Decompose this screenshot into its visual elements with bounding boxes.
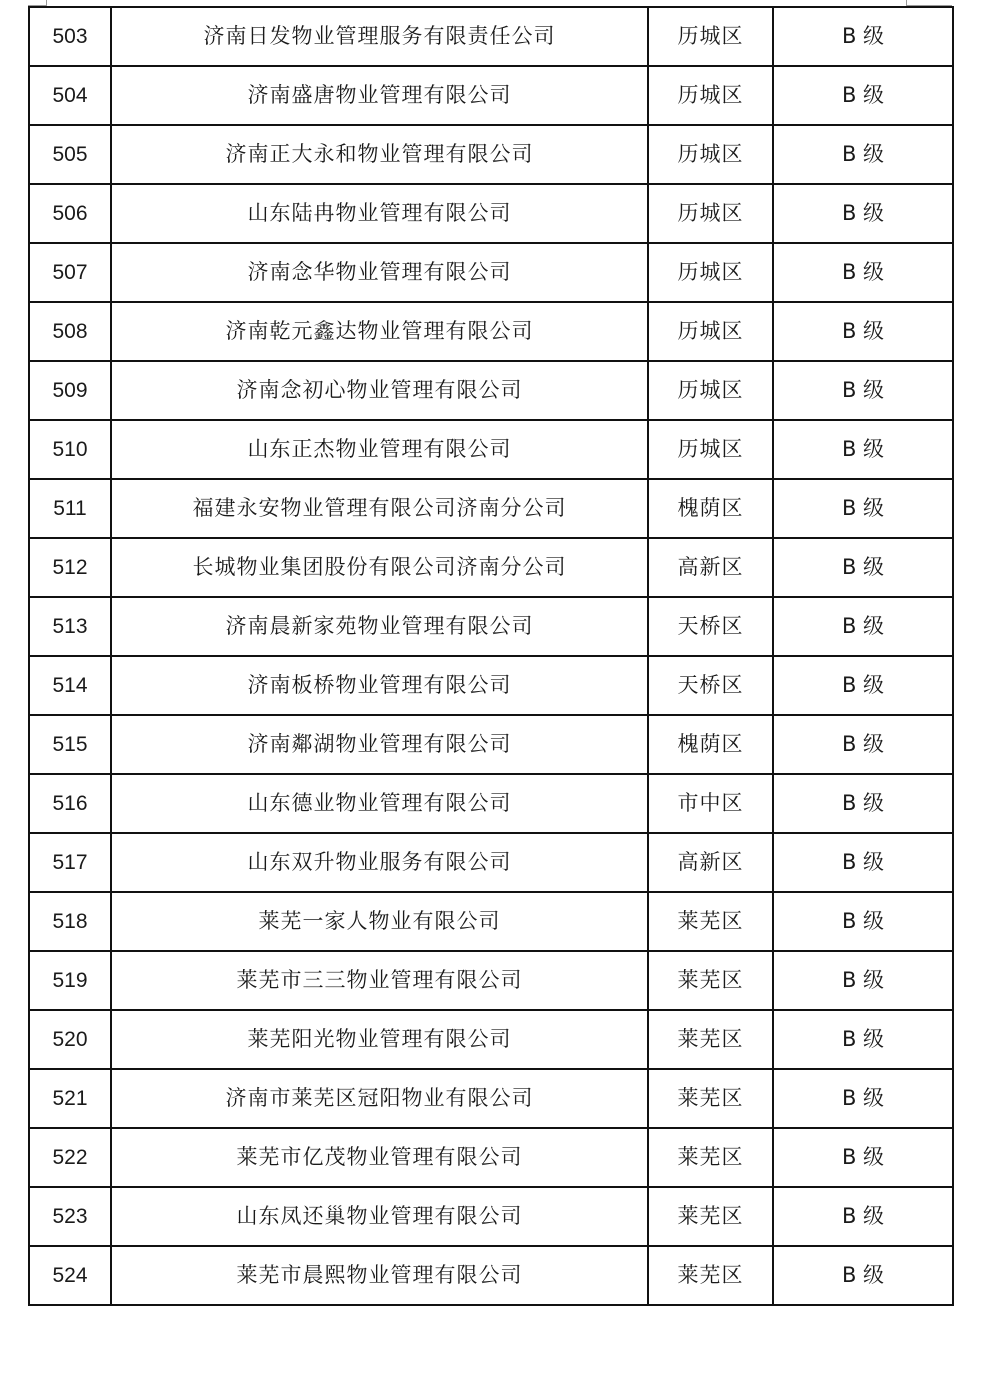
grade-cell: B 级 (773, 66, 953, 125)
district-cell: 莱芜区 (648, 951, 773, 1010)
grade-cell: B 级 (773, 184, 953, 243)
row-number-cell: 506 (29, 184, 111, 243)
grade-cell: B 级 (773, 125, 953, 184)
company-name-cell: 济南日发物业管理服务有限责任公司 (111, 7, 648, 66)
row-number-cell: 504 (29, 66, 111, 125)
district-cell: 槐荫区 (648, 715, 773, 774)
row-number-cell: 507 (29, 243, 111, 302)
table-row (29, 774, 953, 833)
district-cell: 天桥区 (648, 597, 773, 656)
district-cell: 历城区 (648, 302, 773, 361)
district-cell: 历城区 (648, 125, 773, 184)
grade-cell: B 级 (773, 951, 953, 1010)
table-row (29, 597, 953, 656)
table-row (29, 951, 953, 1010)
district-cell: 历城区 (648, 420, 773, 479)
table-row (29, 1246, 953, 1305)
district-cell: 莱芜区 (648, 1010, 773, 1069)
company-name-cell: 山东正杰物业管理有限公司 (111, 420, 648, 479)
grade-cell: B 级 (773, 1246, 953, 1305)
table-row (29, 715, 953, 774)
row-number-cell: 517 (29, 833, 111, 892)
district-cell: 高新区 (648, 538, 773, 597)
company-name-cell: 济南正大永和物业管理有限公司 (111, 125, 648, 184)
table-row (29, 184, 953, 243)
grade-cell: B 级 (773, 361, 953, 420)
table-row (29, 420, 953, 479)
table-row (29, 66, 953, 125)
grade-cell: B 级 (773, 420, 953, 479)
row-number-cell: 513 (29, 597, 111, 656)
table-row (29, 479, 953, 538)
grade-cell: B 级 (773, 892, 953, 951)
grade-cell: B 级 (773, 1069, 953, 1128)
district-cell: 历城区 (648, 184, 773, 243)
grade-cell: B 级 (773, 715, 953, 774)
company-name-cell: 莱芜一家人物业有限公司 (111, 892, 648, 951)
grade-cell: B 级 (773, 302, 953, 361)
row-number-cell: 516 (29, 774, 111, 833)
grade-cell: B 级 (773, 479, 953, 538)
district-cell: 市中区 (648, 774, 773, 833)
grade-cell: B 级 (773, 243, 953, 302)
table-row (29, 1010, 953, 1069)
company-name-cell: 济南念初心物业管理有限公司 (111, 361, 648, 420)
district-cell: 莱芜区 (648, 892, 773, 951)
district-cell: 莱芜区 (648, 1128, 773, 1187)
grade-cell: B 级 (773, 833, 953, 892)
row-number-cell: 518 (29, 892, 111, 951)
grade-cell: B 级 (773, 1128, 953, 1187)
row-number-cell: 522 (29, 1128, 111, 1187)
company-name-cell: 山东陆冉物业管理有限公司 (111, 184, 648, 243)
company-name-cell: 济南板桥物业管理有限公司 (111, 656, 648, 715)
grade-cell: B 级 (773, 656, 953, 715)
table-row (29, 1187, 953, 1246)
district-cell: 莱芜区 (648, 1246, 773, 1305)
company-name-cell: 济南盛唐物业管理有限公司 (111, 66, 648, 125)
table-row (29, 538, 953, 597)
company-name-cell: 山东双升物业服务有限公司 (111, 833, 648, 892)
row-number-cell: 521 (29, 1069, 111, 1128)
company-name-cell: 莱芜阳光物业管理有限公司 (111, 1010, 648, 1069)
district-cell: 莱芜区 (648, 1187, 773, 1246)
table-row (29, 892, 953, 951)
row-number-cell: 509 (29, 361, 111, 420)
table-row (29, 833, 953, 892)
company-name-cell: 济南乾元鑫达物业管理有限公司 (111, 302, 648, 361)
district-cell: 天桥区 (648, 656, 773, 715)
row-number-cell: 515 (29, 715, 111, 774)
company-name-cell: 济南市莱芜区冠阳物业有限公司 (111, 1069, 648, 1128)
grade-cell: B 级 (773, 7, 953, 66)
table-row (29, 125, 953, 184)
grade-cell: B 级 (773, 1187, 953, 1246)
table-row (29, 243, 953, 302)
table-row (29, 1128, 953, 1187)
district-cell: 历城区 (648, 66, 773, 125)
row-number-cell: 523 (29, 1187, 111, 1246)
table-row (29, 1069, 953, 1128)
grade-cell: B 级 (773, 597, 953, 656)
company-name-cell: 济南念华物业管理有限公司 (111, 243, 648, 302)
row-number-cell: 524 (29, 1246, 111, 1305)
row-number-cell: 514 (29, 656, 111, 715)
row-number-cell: 520 (29, 1010, 111, 1069)
company-name-cell: 山东德业物业管理有限公司 (111, 774, 648, 833)
table-row (29, 656, 953, 715)
district-cell: 历城区 (648, 7, 773, 66)
row-number-cell: 505 (29, 125, 111, 184)
table-row (29, 7, 953, 66)
row-number-cell: 511 (29, 479, 111, 538)
grade-cell: B 级 (773, 774, 953, 833)
row-number-cell: 519 (29, 951, 111, 1010)
district-cell: 莱芜区 (648, 1069, 773, 1128)
table-row (29, 361, 953, 420)
company-name-cell: 济南鄰湖物业管理有限公司 (111, 715, 648, 774)
table-row (29, 302, 953, 361)
company-name-cell: 福建永安物业管理有限公司济南分公司 (111, 479, 648, 538)
property-company-rating-table (28, 6, 954, 1306)
table-body (29, 7, 953, 1305)
row-number-cell: 508 (29, 302, 111, 361)
company-name-cell: 莱芜市三三物业管理有限公司 (111, 951, 648, 1010)
company-name-cell: 济南晨新家苑物业管理有限公司 (111, 597, 648, 656)
row-number-cell: 503 (29, 7, 111, 66)
grade-cell: B 级 (773, 538, 953, 597)
company-name-cell: 长城物业集团股份有限公司济南分公司 (111, 538, 648, 597)
district-cell: 槐荫区 (648, 479, 773, 538)
row-number-cell: 512 (29, 538, 111, 597)
company-name-cell: 莱芜市晨熙物业管理有限公司 (111, 1246, 648, 1305)
grade-cell: B 级 (773, 1010, 953, 1069)
company-name-cell: 莱芜市亿茂物业管理有限公司 (111, 1128, 648, 1187)
district-cell: 历城区 (648, 361, 773, 420)
district-cell: 历城区 (648, 243, 773, 302)
company-name-cell: 山东凤还巢物业管理有限公司 (111, 1187, 648, 1246)
district-cell: 高新区 (648, 833, 773, 892)
row-number-cell: 510 (29, 420, 111, 479)
